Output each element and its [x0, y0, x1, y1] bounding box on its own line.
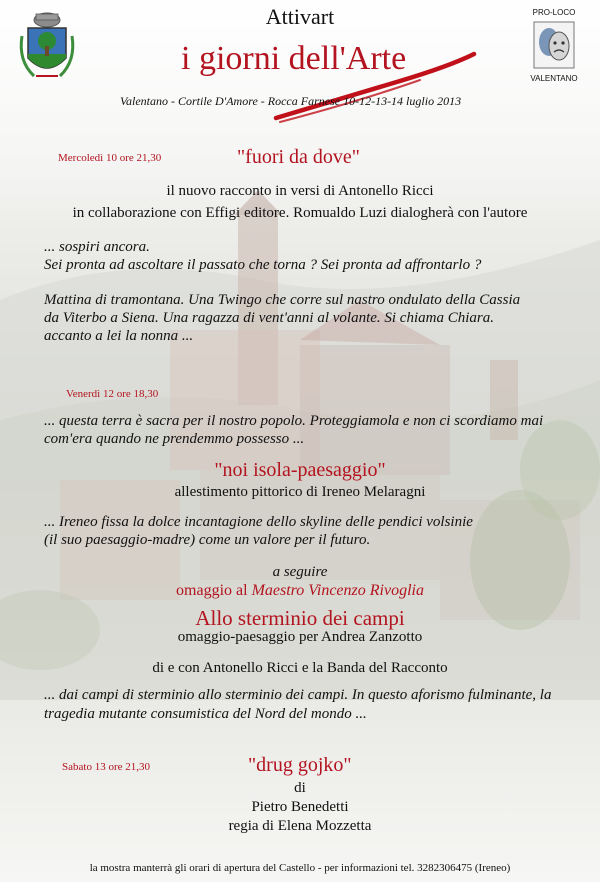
- festival-title-prefix: i giorni dell': [181, 40, 346, 77]
- event1-quote-line3: Mattina di tramontana. Una Twingo che corre sul nastro ondulato della Cassia: [44, 292, 521, 308]
- event2-quote-line6: tragedia mutante consumistica del Nord del mondo ...: [44, 706, 367, 722]
- event1-quote-line4: da Viterbo a Siena. Una ragazza di vent'anni al volante. Si chiama Chiara.: [44, 310, 494, 326]
- event2-quote-line2: com'era quando ne prendemmo possesso ...: [44, 431, 305, 447]
- event2-quote-line3: ... Ireneo fissa la dolce incantagione dello skyline delle pendici volsinie: [44, 514, 473, 530]
- red-brush-stroke: [270, 46, 480, 126]
- event1-description-line1: il nuovo racconto in versi di Antonello Ricci: [166, 183, 434, 199]
- event2-subtitle2: omaggio-paesaggio per Andrea Zanzotto: [177, 629, 423, 645]
- event2-subtitle: allestimento pittorico di Ireneo Melaragni: [174, 484, 426, 500]
- event2-homage-name: Maestro Vincenzo Rivoglia: [251, 582, 424, 599]
- event1-description-line2: in collaborazione con Effigi editore. Romualdo Luzi dialogherà con l'autore: [72, 205, 528, 221]
- event2-homage: [0, 582, 600, 600]
- event1-quote-line5: accanto a lei la nonna ...: [44, 328, 194, 344]
- event1-date: Mercoledì 10 ore 21,30: [58, 152, 162, 164]
- event1-quote-line2: Sei pronta ad ascoltare il passato che torna ? Sei pronta ad affrontarlo ?: [44, 257, 482, 273]
- event3-by-label: di: [294, 780, 306, 796]
- event2-quote-line4: (il suo paesaggio-madre) come un valore per il futuro.: [44, 532, 371, 548]
- festival-dates-location: Valentano - Cortile D'Amore - Rocca Farnese 10-12-13-14 luglio 2013: [120, 94, 462, 108]
- proloco-logo-top-text: PRO-LOCO: [532, 8, 576, 17]
- event2-date: Venerdì 12 ore 18,30: [66, 388, 159, 400]
- event1-quote-line1: ... sospiri ancora.: [44, 239, 150, 255]
- event3-director: regia di Elena Mozzetta: [228, 818, 372, 834]
- event2-title: "noi isola-paesaggio": [214, 459, 386, 481]
- event2-quote-line5: ... dai campi di sterminio allo sterminio dei campi. In questo aforismo fulminante, la: [44, 687, 552, 703]
- event1-title: "fuori da dove": [237, 146, 360, 168]
- event3-author: Pietro Benedetti: [251, 799, 349, 815]
- organizer-name: Attivart: [265, 4, 335, 29]
- event2-title2: Allo sterminio dei campi: [195, 606, 405, 630]
- event2-quote-line1: ... questa terra è sacra per il nostro popolo. Proteggiamola e non ci scordiamo mai: [44, 413, 544, 429]
- event2-credits: di e con Antonello Ricci e la Banda del Racconto: [152, 660, 448, 676]
- proloco-logo-bottom-text: VALENTANO: [530, 74, 578, 83]
- event2-homage-prefix: omaggio al: [176, 582, 248, 599]
- event3-title: "drug gojko": [248, 754, 352, 776]
- festival-title-highlight: Arte: [345, 40, 407, 77]
- footer-info: la mostra manterrà gli orari di apertura del Castello - per informazioni tel. 3282306475 (Ireneo): [89, 862, 511, 874]
- event3-date: Sabato 13 ore 21,30: [62, 761, 150, 773]
- event2-follow-label: a seguire: [272, 564, 328, 580]
